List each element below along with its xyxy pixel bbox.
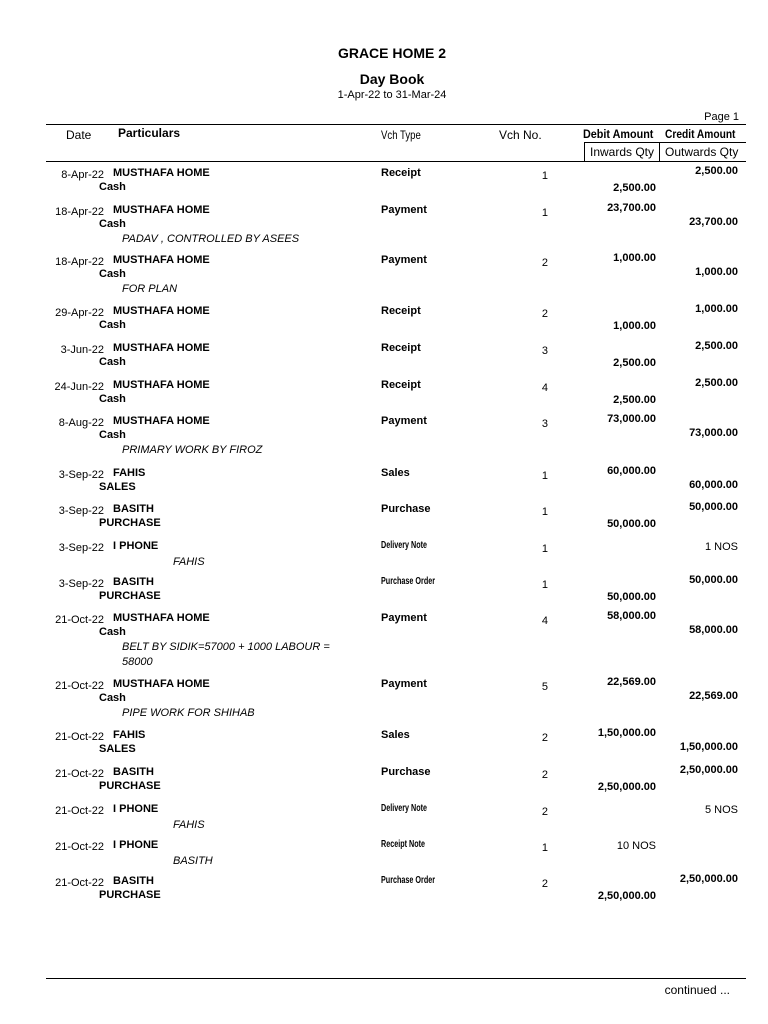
entry-vch-no: 1	[541, 579, 548, 591]
entry-vch-no: 2	[541, 308, 548, 320]
entry-party: FAHIS	[113, 729, 146, 741]
entry-vch-no: 3	[541, 418, 548, 430]
entry-party: I PHONE	[113, 803, 159, 815]
entry-date: 3-Sep-22	[58, 469, 104, 481]
entry-narration: PRIMARY WORK BY FIROZ	[122, 444, 263, 456]
qty-header-divider-left	[584, 142, 585, 161]
entry-inwards-qty: 10 NOS	[616, 840, 656, 852]
continued-label: continued ...	[664, 983, 730, 997]
entry-party: MUSTHAFA HOME	[113, 379, 210, 391]
page-number: Page 1	[704, 111, 739, 123]
entry-account-debit: 2,500.00	[613, 357, 656, 369]
entry-account-credit: 60,000.00	[689, 479, 738, 491]
entry-date: 21-Oct-22	[55, 877, 104, 889]
entry-date: 21-Oct-22	[55, 768, 104, 780]
entry-party: FAHIS	[113, 467, 146, 479]
entry-credit: 2,500.00	[695, 377, 738, 389]
entry-vch-no: 2	[541, 769, 548, 781]
entry-account-debit: 1,000.00	[613, 320, 656, 332]
entry-party: MUSTHAFA HOME	[113, 254, 210, 266]
entry-account-debit: 2,500.00	[613, 394, 656, 406]
entry-vch-type: Payment	[381, 678, 427, 690]
entry-narration-cont: 58000	[122, 656, 153, 668]
entry-vch-no: 1	[541, 207, 548, 219]
entry-account-credit: 23,700.00	[689, 216, 738, 228]
entry-debit: 1,000.00	[613, 252, 656, 264]
entry-party: BASITH	[113, 503, 154, 515]
entry-party: MUSTHAFA HOME	[113, 167, 210, 179]
entry-party: MUSTHAFA HOME	[113, 204, 210, 216]
entry-vch-no: 1	[541, 842, 548, 854]
entry-credit: 2,500.00	[695, 165, 738, 177]
entry-credit: 50,000.00	[689, 501, 738, 513]
entry-vch-type: Delivery Note	[381, 803, 428, 814]
entry-date: 8-Apr-22	[61, 169, 104, 181]
entry-party: MUSTHAFA HOME	[113, 305, 210, 317]
entry-account: Cash	[99, 268, 126, 280]
entry-vch-no: 1	[541, 506, 548, 518]
entry-date: 21-Oct-22	[55, 731, 104, 743]
entry-vch-type: Receipt	[381, 167, 421, 179]
entry-account-debit: 50,000.00	[607, 518, 656, 530]
entry-account-credit: 73,000.00	[689, 427, 738, 439]
entry-debit: 22,569.00	[607, 676, 656, 688]
entry-vch-type: Receipt	[381, 379, 421, 391]
entry-outwards-qty: 1 NOS	[704, 541, 738, 553]
entry-date: 3-Sep-22	[58, 505, 104, 517]
entry-party: MUSTHAFA HOME	[113, 415, 210, 427]
entry-vch-no: 1	[541, 170, 548, 182]
entry-date: 3-Sep-22	[58, 542, 104, 554]
entry-debit: 60,000.00	[607, 465, 656, 477]
entry-account-debit: 2,50,000.00	[597, 781, 656, 793]
entry-party: BASITH	[113, 875, 154, 887]
entry-account: SALES	[99, 743, 136, 755]
entry-date: 8-Aug-22	[58, 417, 104, 429]
entry-vch-no: 4	[541, 382, 548, 394]
entry-credit: 2,50,000.00	[679, 873, 738, 885]
entry-outwards-qty: 5 NOS	[704, 804, 738, 816]
entry-date: 21-Oct-22	[55, 841, 104, 853]
entry-account: Cash	[99, 692, 126, 704]
entry-date: 21-Oct-22	[55, 805, 104, 817]
header-top-rule	[46, 124, 746, 125]
col-vchno-header: Vch No.	[499, 128, 542, 142]
entry-debit: 23,700.00	[607, 202, 656, 214]
col-debit-header: Debit Amount	[583, 127, 654, 141]
entry-vch-type: Payment	[381, 612, 427, 624]
entry-party: I PHONE	[113, 839, 159, 851]
col-outwards-header: Outwards Qty	[665, 145, 739, 159]
entry-account: PURCHASE	[99, 517, 161, 529]
entry-vch-type: Receipt	[381, 305, 421, 317]
entry-date: 18-Apr-22	[55, 256, 104, 268]
entry-date: 18-Apr-22	[55, 206, 104, 218]
entry-date: 24-Jun-22	[54, 381, 104, 393]
entry-vch-type: Receipt Note	[381, 839, 426, 850]
entry-vch-type: Payment	[381, 254, 427, 266]
entry-party: BASITH	[113, 576, 154, 588]
entry-sub-ledger: BASITH	[173, 855, 213, 867]
col-date-header: Date	[66, 128, 92, 142]
entry-vch-type: Receipt	[381, 342, 421, 354]
entry-date: 21-Oct-22	[55, 680, 104, 692]
report-period: 1-Apr-22 to 31-Mar-24	[337, 89, 447, 101]
entry-credit: 2,500.00	[695, 340, 738, 352]
entry-party: I PHONE	[113, 540, 159, 552]
entry-date: 3-Sep-22	[58, 578, 104, 590]
entry-party: MUSTHAFA HOME	[113, 612, 210, 624]
entry-vch-type: Delivery Note	[381, 540, 428, 551]
entry-vch-no: 4	[541, 615, 548, 627]
entry-vch-no: 1	[541, 543, 548, 555]
col-particulars-header: Particulars	[118, 126, 181, 140]
entry-vch-no: 1	[541, 470, 548, 482]
entry-vch-type: Purchase Order	[381, 875, 436, 886]
entry-narration: PIPE WORK FOR SHIHAB	[122, 707, 255, 719]
col-inwards-header: Inwards Qty	[590, 145, 655, 159]
header-bottom-rule	[46, 161, 746, 162]
entry-vch-no: 2	[541, 806, 548, 818]
entry-party: BASITH	[113, 766, 154, 778]
entry-vch-type: Purchase	[381, 766, 431, 778]
entry-vch-type: Payment	[381, 415, 427, 427]
col-credit-header: Credit Amount	[665, 127, 736, 141]
entry-vch-no: 2	[541, 732, 548, 744]
entry-sub-ledger: FAHIS	[173, 819, 205, 831]
entry-account: PURCHASE	[99, 780, 161, 792]
entry-narration: FOR PLAN	[122, 283, 178, 295]
entry-debit: 58,000.00	[607, 610, 656, 622]
entry-account: PURCHASE	[99, 590, 161, 602]
entry-vch-type: Purchase	[381, 503, 431, 515]
company-name: GRACE HOME 2	[337, 45, 447, 61]
entry-vch-type: Purchase Order	[381, 576, 436, 587]
entry-debit: 1,50,000.00	[597, 727, 656, 739]
entry-narration: PADAV , CONTROLLED BY ASEES	[122, 233, 300, 245]
entry-account-credit: 1,000.00	[695, 266, 738, 278]
entry-vch-no: 5	[541, 681, 548, 693]
entry-credit: 2,50,000.00	[679, 764, 738, 776]
entry-account-credit: 58,000.00	[689, 624, 738, 636]
entry-account: Cash	[99, 356, 126, 368]
entry-date: 21-Oct-22	[55, 614, 104, 626]
entry-account: PURCHASE	[99, 889, 161, 901]
entry-account-credit: 1,50,000.00	[679, 741, 738, 753]
entry-account: SALES	[99, 481, 136, 493]
report-title: Day Book	[359, 71, 425, 87]
entry-party: MUSTHAFA HOME	[113, 678, 210, 690]
entry-credit: 50,000.00	[689, 574, 738, 586]
entry-account: Cash	[99, 429, 126, 441]
entry-party: MUSTHAFA HOME	[113, 342, 210, 354]
qty-header-divider	[659, 142, 660, 161]
entry-debit: 73,000.00	[607, 413, 656, 425]
entry-account: Cash	[99, 319, 126, 331]
entry-account-debit: 50,000.00	[607, 591, 656, 603]
entry-account: Cash	[99, 181, 126, 193]
entry-date: 3-Jun-22	[60, 344, 104, 356]
entry-narration: BELT BY SIDIK=57000 + 1000 LABOUR =	[122, 641, 330, 653]
entry-account: Cash	[99, 218, 126, 230]
entry-credit: 1,000.00	[695, 303, 738, 315]
entry-account-debit: 2,50,000.00	[597, 890, 656, 902]
entry-account: Cash	[99, 393, 126, 405]
entry-vch-type: Sales	[381, 467, 410, 479]
entry-account: Cash	[99, 626, 126, 638]
entry-account-debit: 2,500.00	[613, 182, 656, 194]
entry-vch-type: Payment	[381, 204, 427, 216]
footer-rule	[46, 978, 746, 979]
col-vchtype-header: Vch Type	[381, 128, 421, 142]
entry-vch-no: 2	[541, 878, 548, 890]
entry-sub-ledger: FAHIS	[173, 556, 205, 568]
entry-vch-no: 2	[541, 257, 548, 269]
entry-vch-type: Sales	[381, 729, 410, 741]
entry-date: 29-Apr-22	[55, 307, 104, 319]
entry-account-credit: 22,569.00	[689, 690, 738, 702]
entry-vch-no: 3	[541, 345, 548, 357]
